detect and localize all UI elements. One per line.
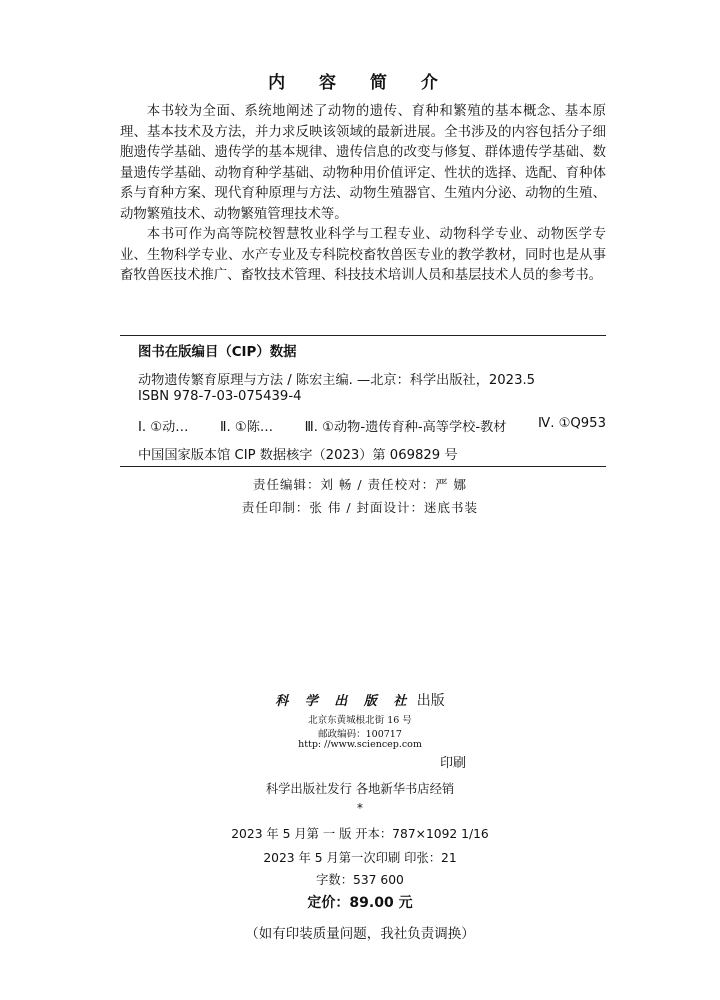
impression-line: 2023 年 5 月第一次印刷 印张：21 xyxy=(263,851,457,865)
production-credits: 责任印制：张 伟 / 封面设计：迷底书装 xyxy=(241,500,479,515)
distribution-line: 科学出版社发行 各地新华书店经销 xyxy=(265,782,455,796)
cip-class-item: Ⅲ. ①动物-遗传育种-高等学校-教材 xyxy=(304,420,507,435)
publisher-suffix: 出版 xyxy=(416,693,445,709)
quality-notice: （如有印装质量问题，我社负责调换） xyxy=(245,926,475,942)
cip-heading: 图书在版编目（CIP）数据 xyxy=(138,345,297,360)
publisher-logo: 科 学 出 版 社 xyxy=(275,694,413,709)
cip-bottom-rule xyxy=(120,466,606,467)
cip-isbn: ISBN 978-7-03-075439-4 xyxy=(138,389,302,404)
intro-paragraph-1: 本书较为全面、系统地阐述了动物的遗传、育种和繁殖的基本概念、基本原理、基本技术及方法，并力求反映该领域的最新进展。全书涉及的内容包括分子细胞遗传学基础、遗传学的基本规律、遗传信息的改变与修复、群体遗传学基础、数量遗传学基础、动物育种学基础、动物种用价值评定、性状的选择、选配、育种体系与育种方案、现代育种原理与方法、动物生殖器官、生殖内分泌、动物的生殖、动物繁殖技术、动物繁殖管理技术等。 xyxy=(120,104,606,222)
separator-star: * xyxy=(356,801,364,815)
intro-paragraph-2: 本书可作为高等院校智慧牧业科学与工程专业、动物科学专业、动物医学专业、生物科学专业、水产专业及专科院校畜牧兽医专业的教学教材，同时也是从事畜牧兽医技术推广、畜牧技术管理、科技技术培训人员和基层技术人员的参考书。 xyxy=(120,227,606,283)
cip-classification xyxy=(138,416,606,435)
edition-line: 2023 年 5 月第 一 版 开本：787×1092 1/16 xyxy=(231,827,489,841)
editor-credits: 责任编辑：刘 畅 / 责任校对：严 娜 xyxy=(252,477,468,492)
cip-class-item: Ⅰ. ①动… xyxy=(138,420,189,435)
word-count: 字数：537 600 xyxy=(316,873,404,887)
print-label: 印刷 xyxy=(440,756,467,771)
publisher-postcode: 邮政编码：100717 xyxy=(318,729,402,740)
cip-record-number: 中国国家版本馆 CIP 数据核字（2023）第 069829 号 xyxy=(138,448,458,463)
cip-class-item: Ⅱ. ①陈… xyxy=(220,420,274,435)
publisher-url: http: //www.sciencep.com xyxy=(298,739,422,750)
introduction-text xyxy=(120,102,606,287)
cip-top-rule xyxy=(120,335,606,336)
publisher-address: 北京东黄城根北街 16 号 xyxy=(308,715,412,726)
page-title: 内 容 简 介 xyxy=(268,73,452,93)
cip-bibliographic-line: 动物遗传繁育原理与方法 / 陈宏主编. —北京：科学出版社，2023.5 xyxy=(138,373,536,388)
cip-class-item: Ⅳ. ①Q953 xyxy=(538,416,606,431)
price: 定价：89.00 元 xyxy=(307,895,413,911)
publisher-line xyxy=(0,690,720,710)
